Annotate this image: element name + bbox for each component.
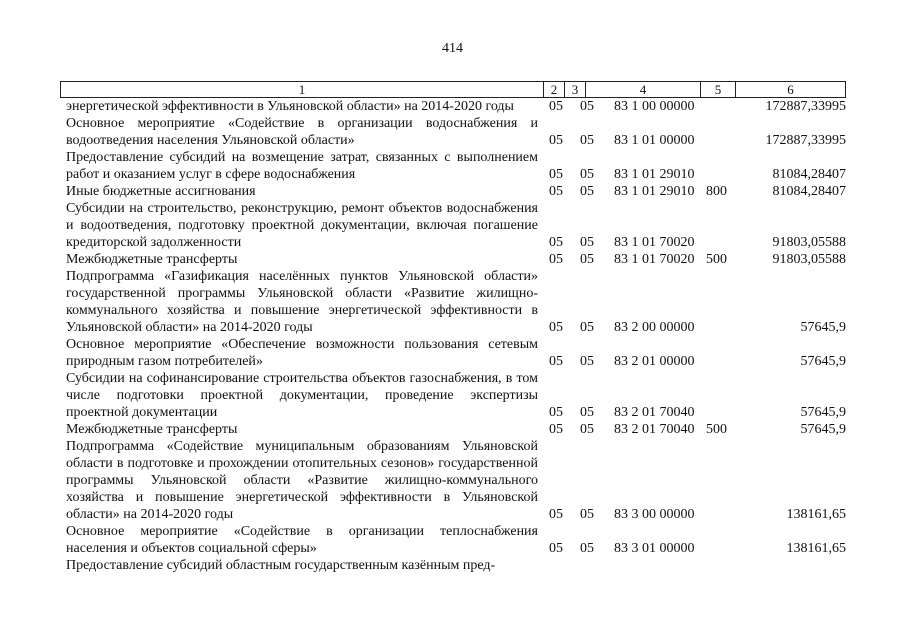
row-description: Субсидии на строительство, реконструкцию, ремонт объектов водоснабжения и водоотведения, подготовку проектной документации, включая погашение кредиторской задолженности <box>66 201 538 250</box>
table-row <box>66 251 846 268</box>
cell-target-code: 83 1 01 70020 <box>614 235 695 250</box>
cell-amount: 91803,05588 <box>772 235 846 250</box>
cell-target-code: 83 2 01 70040 <box>614 422 695 437</box>
cell-amount: 81084,28407 <box>772 167 846 182</box>
cell-target-code: 83 3 01 00000 <box>614 541 695 556</box>
table-row <box>66 115 846 149</box>
cell-subsection: 05 <box>580 167 594 182</box>
table-row <box>66 523 846 557</box>
cell-section: 05 <box>549 320 563 335</box>
cell-subsection: 05 <box>580 507 594 522</box>
cell-subsection: 05 <box>580 99 594 114</box>
cell-expense-type: 500 <box>706 252 727 267</box>
table-row <box>66 268 846 336</box>
table-header <box>60 81 846 98</box>
table-row <box>66 336 846 370</box>
header-col-6: 6 <box>787 82 794 97</box>
cell-amount: 57645,9 <box>800 354 846 369</box>
cell-subsection: 05 <box>580 320 594 335</box>
table-row <box>66 200 846 251</box>
table-row <box>66 421 846 438</box>
cell-section: 05 <box>549 252 563 267</box>
cell-subsection: 05 <box>580 184 594 199</box>
row-description: Основное мероприятие «Содействие в организации теплоснабжения населения и объектов социальной сферы» <box>66 524 538 556</box>
header-col-5: 5 <box>701 82 736 97</box>
cell-subsection: 05 <box>580 541 594 556</box>
cell-subsection: 05 <box>580 354 594 369</box>
cell-subsection: 05 <box>580 133 594 148</box>
cell-expense-type: 800 <box>706 184 727 199</box>
cell-subsection: 05 <box>580 422 594 437</box>
cell-target-code: 83 2 00 00000 <box>614 320 695 335</box>
cell-amount: 91803,05588 <box>772 252 846 267</box>
cell-amount: 172887,33995 <box>765 133 846 148</box>
cell-target-code: 83 1 01 29010 <box>614 184 695 199</box>
row-description: энергетической эффективности в Ульяновской области» на 2014-2020 годы <box>66 99 514 114</box>
cell-amount: 138161,65 <box>786 507 846 522</box>
row-description: Межбюджетные трансферты <box>66 252 238 267</box>
header-col-3: 3 <box>565 82 586 97</box>
row-description: Межбюджетные трансферты <box>66 422 238 437</box>
cell-amount: 138161,65 <box>786 541 846 556</box>
cell-amount: 57645,9 <box>800 405 846 420</box>
row-description: Подпрограмма «Газификация населённых пунктов Ульяновской области» государственной программы Ульяновской области «Развитие жилищно-коммунального хозяйства и повышение энергетической эффективности в Ульяновской области» на 2014-2020 годы <box>66 269 538 335</box>
cell-amount: 172887,33995 <box>765 99 846 114</box>
row-description: Иные бюджетные ассигнования <box>66 184 256 199</box>
row-description: Предоставление субсидий на возмещение затрат, связанных с выполнением работ и оказанием услуг в сфере водоснабжения <box>66 150 538 182</box>
cell-section: 05 <box>549 405 563 420</box>
row-description: Основное мероприятие «Содействие в организации водоснабжения и водоотведения населения Ульяновской области» <box>66 116 538 148</box>
cell-target-code: 83 1 01 29010 <box>614 167 695 182</box>
cell-target-code: 83 1 01 00000 <box>614 133 695 148</box>
page-number: 414 <box>442 41 463 56</box>
cell-section: 05 <box>549 541 563 556</box>
row-description: Предоставление субсидий областным государственным казённым пред- <box>66 558 496 573</box>
cell-section: 05 <box>549 235 563 250</box>
cell-target-code: 83 2 01 70040 <box>614 405 695 420</box>
cell-subsection: 05 <box>580 405 594 420</box>
cell-subsection: 05 <box>580 235 594 250</box>
cell-section: 05 <box>549 167 563 182</box>
header-col-4: 4 <box>586 82 701 97</box>
header-col-2: 2 <box>544 82 565 97</box>
cell-section: 05 <box>549 133 563 148</box>
cell-section: 05 <box>549 99 563 114</box>
cell-section: 05 <box>549 184 563 199</box>
cell-target-code: 83 3 00 00000 <box>614 507 695 522</box>
cell-target-code: 83 1 00 00000 <box>614 99 695 114</box>
cell-section: 05 <box>549 507 563 522</box>
row-description: Субсидии на софинансирование строительства объектов газоснабжения, в том числе подготовки проектной документации, проведение экспертизы проектной документации <box>66 371 538 420</box>
table-row <box>66 149 846 183</box>
table-row <box>66 98 846 115</box>
cell-subsection: 05 <box>580 252 594 267</box>
cell-amount: 57645,9 <box>800 422 846 437</box>
cell-section: 05 <box>549 422 563 437</box>
cell-amount: 81084,28407 <box>772 184 846 199</box>
cell-target-code: 83 1 01 70020 <box>614 252 695 267</box>
table-body <box>66 98 846 574</box>
table-row <box>66 370 846 421</box>
row-description: Основное мероприятие «Обеспечение возможности пользования сетевым природным газом потребителей» <box>66 337 538 369</box>
table-row <box>66 183 846 200</box>
cell-section: 05 <box>549 354 563 369</box>
table-row <box>66 438 846 523</box>
table-row <box>66 557 846 574</box>
cell-expense-type: 500 <box>706 422 727 437</box>
cell-amount: 57645,9 <box>800 320 846 335</box>
header-col-1: 1 <box>61 82 544 97</box>
cell-target-code: 83 2 01 00000 <box>614 354 695 369</box>
row-description: Подпрограмма «Содействие муниципальным образованиям Ульяновской области в подготовке и прохождении отопительных сезонов» государственной программы Ульяновской области «Развитие жилищно-коммунального хозяйства и повышение энергетической эффективности в Ульяновской области» на 2014-2020 годы <box>66 439 538 522</box>
